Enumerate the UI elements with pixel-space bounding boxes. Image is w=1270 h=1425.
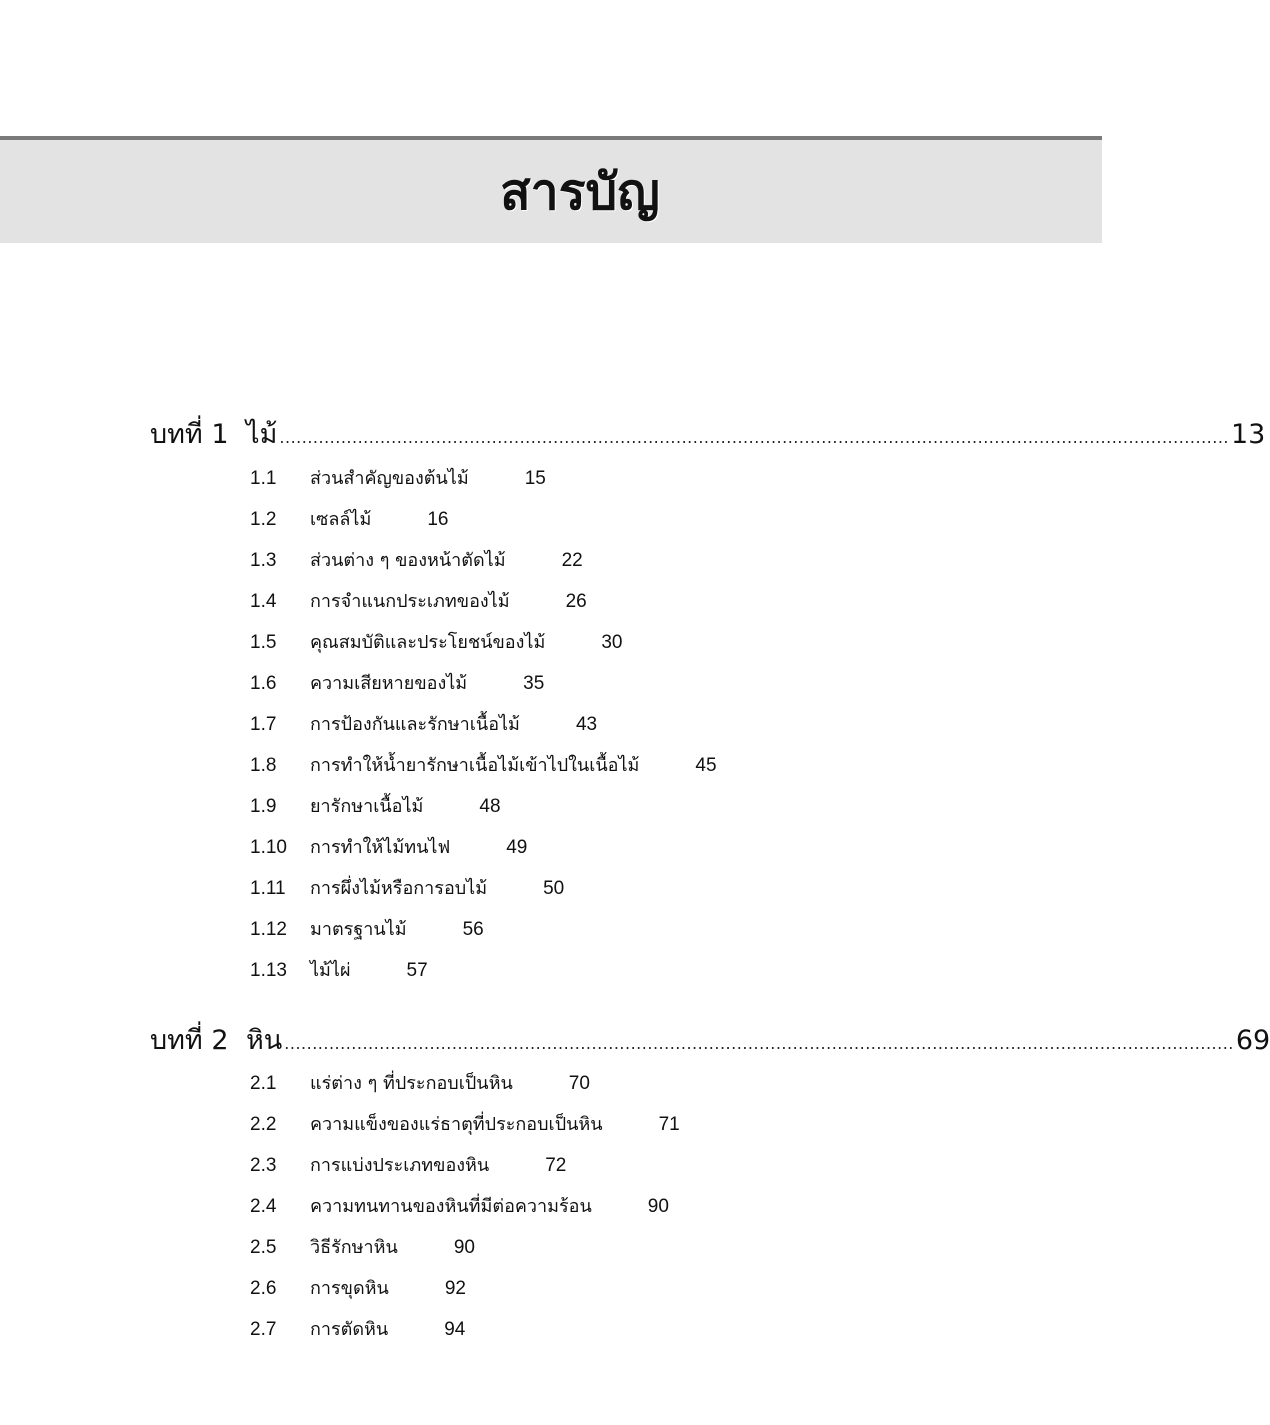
chapter-name: ไม้ xyxy=(246,419,278,450)
entry-number: 1.11 xyxy=(250,878,286,899)
entry-page-number: 57 xyxy=(406,960,428,981)
chapter-label: บทที่ 1 xyxy=(150,419,229,450)
chapter-page-number: 13 xyxy=(1231,419,1266,450)
toc-entry-1-3[interactable] xyxy=(250,546,583,576)
dot-leader: .......................................................................................................................................................................... xyxy=(284,1034,1234,1053)
entry-title: การจำแนกประเภทของไม้ xyxy=(310,591,510,612)
entry-page-number: 45 xyxy=(695,755,717,776)
entry-title: การทำให้ไม้ทนไฟ xyxy=(310,837,451,858)
toc-entry-1-7[interactable] xyxy=(250,710,597,740)
entry-title: ไม้ไผ่ xyxy=(310,960,351,981)
entry-number: 2.3 xyxy=(250,1155,277,1176)
entry-title: ความทนทานของหินที่มีต่อความร้อน xyxy=(310,1196,592,1217)
toc-entry-1-4[interactable] xyxy=(250,587,587,617)
toc-entry-1-2[interactable] xyxy=(250,505,449,535)
toc-entry-1-6[interactable] xyxy=(250,669,544,699)
entry-title: ส่วนต่าง ๆ ของหน้าตัดไม้ xyxy=(310,550,506,571)
entry-page-number: 16 xyxy=(427,509,449,530)
entry-number: 1.5 xyxy=(250,632,277,653)
entry-page-number: 26 xyxy=(565,591,587,612)
entry-number: 1.10 xyxy=(250,837,287,858)
entry-number: 1.7 xyxy=(250,714,277,735)
entry-title: ยารักษาเนื้อไม้ xyxy=(310,796,424,817)
toc-entry-2-4[interactable] xyxy=(250,1192,669,1222)
chapter-1-heading[interactable] xyxy=(150,413,1266,457)
entry-number: 1.1 xyxy=(250,468,277,489)
toc-entry-1-1[interactable] xyxy=(250,464,546,494)
entry-title: การตัดหิน xyxy=(310,1319,389,1340)
entry-number: 1.12 xyxy=(250,919,287,940)
entry-page-number: 70 xyxy=(568,1073,590,1094)
entry-number: 1.9 xyxy=(250,796,277,817)
entry-number: 2.7 xyxy=(250,1319,277,1340)
title-band xyxy=(0,136,1102,243)
entry-number: 1.6 xyxy=(250,673,277,694)
toc-entry-2-2[interactable] xyxy=(250,1110,680,1140)
toc-entry-2-7[interactable] xyxy=(250,1315,465,1345)
entry-page-number: 72 xyxy=(545,1155,567,1176)
chapter-name: หิน xyxy=(246,1025,283,1056)
entry-page-number: 90 xyxy=(647,1196,669,1217)
entry-title: การขุดหิน xyxy=(310,1278,389,1299)
entry-page-number: 30 xyxy=(601,632,623,653)
toc-entry-1-8[interactable] xyxy=(250,751,717,781)
entry-page-number: 48 xyxy=(479,796,501,817)
toc-entry-1-5[interactable] xyxy=(250,628,622,658)
entry-number: 2.2 xyxy=(250,1114,277,1135)
entry-page-number: 35 xyxy=(523,673,545,694)
dot-leader: .......................................................................................................................................................................... xyxy=(279,428,1229,447)
entry-number: 2.4 xyxy=(250,1196,277,1217)
toc-entry-1-12[interactable] xyxy=(250,915,484,945)
entry-title: ความเสียหายของไม้ xyxy=(310,673,468,694)
entry-title: เซลล์ไม้ xyxy=(310,509,372,530)
entry-title: การแบ่งประเภทของหิน xyxy=(310,1155,490,1176)
entry-title: แร่ต่าง ๆ ที่ประกอบเป็นหิน xyxy=(310,1073,513,1094)
entry-number: 1.8 xyxy=(250,755,277,776)
entry-number: 2.6 xyxy=(250,1278,277,1299)
toc-entry-1-9[interactable] xyxy=(250,792,501,822)
entry-title: ส่วนสำคัญของต้นไม้ xyxy=(310,468,469,489)
toc-entry-2-1[interactable] xyxy=(250,1069,590,1099)
entry-title: การป้องกันและรักษาเนื้อไม้ xyxy=(310,714,520,735)
chapter-label: บทที่ 2 xyxy=(150,1025,229,1056)
entry-title: มาตรฐานไม้ xyxy=(310,919,407,940)
entry-page-number: 22 xyxy=(561,550,583,571)
toc-entry-2-6[interactable] xyxy=(250,1274,466,1304)
chapter-page-number: 69 xyxy=(1235,1025,1270,1056)
entry-page-number: 56 xyxy=(462,919,484,940)
entry-number: 1.3 xyxy=(250,550,277,571)
entry-page-number: 50 xyxy=(543,878,565,899)
entry-number: 1.2 xyxy=(250,509,277,530)
toc-entry-1-11[interactable] xyxy=(250,874,564,904)
entry-title: วิธีรักษาหิน xyxy=(310,1237,398,1258)
entry-page-number: 94 xyxy=(444,1319,466,1340)
entry-page-number: 90 xyxy=(453,1237,475,1258)
page-title: สารบัญ xyxy=(500,163,660,221)
toc-entry-2-5[interactable] xyxy=(250,1233,475,1263)
entry-title: การผึ่งไม้หรือการอบไม้ xyxy=(310,878,488,899)
entry-title: คุณสมบัติและประโยชน์ของไม้ xyxy=(310,632,546,653)
entry-page-number: 71 xyxy=(658,1114,680,1135)
entry-page-number: 43 xyxy=(575,714,598,735)
entry-page-number: 15 xyxy=(524,468,546,489)
entry-number: 2.1 xyxy=(250,1073,277,1094)
toc-entry-1-13[interactable] xyxy=(250,956,428,986)
toc-entry-1-10[interactable] xyxy=(250,833,527,863)
entry-title: ความแข็งของแร่ธาตุที่ประกอบเป็นหิน xyxy=(310,1114,603,1135)
entry-number: 2.5 xyxy=(250,1237,277,1258)
chapter-2-heading[interactable] xyxy=(150,1019,1270,1063)
entry-title: การทำให้น้ำยารักษาเนื้อไม้เข้าไปในเนื้อไม้ xyxy=(310,755,640,776)
entry-page-number: 49 xyxy=(506,837,528,858)
toc-entry-2-3[interactable] xyxy=(250,1151,566,1181)
entry-number: 1.13 xyxy=(250,960,287,981)
entry-page-number: 92 xyxy=(444,1278,466,1299)
entry-number: 1.4 xyxy=(250,591,277,612)
